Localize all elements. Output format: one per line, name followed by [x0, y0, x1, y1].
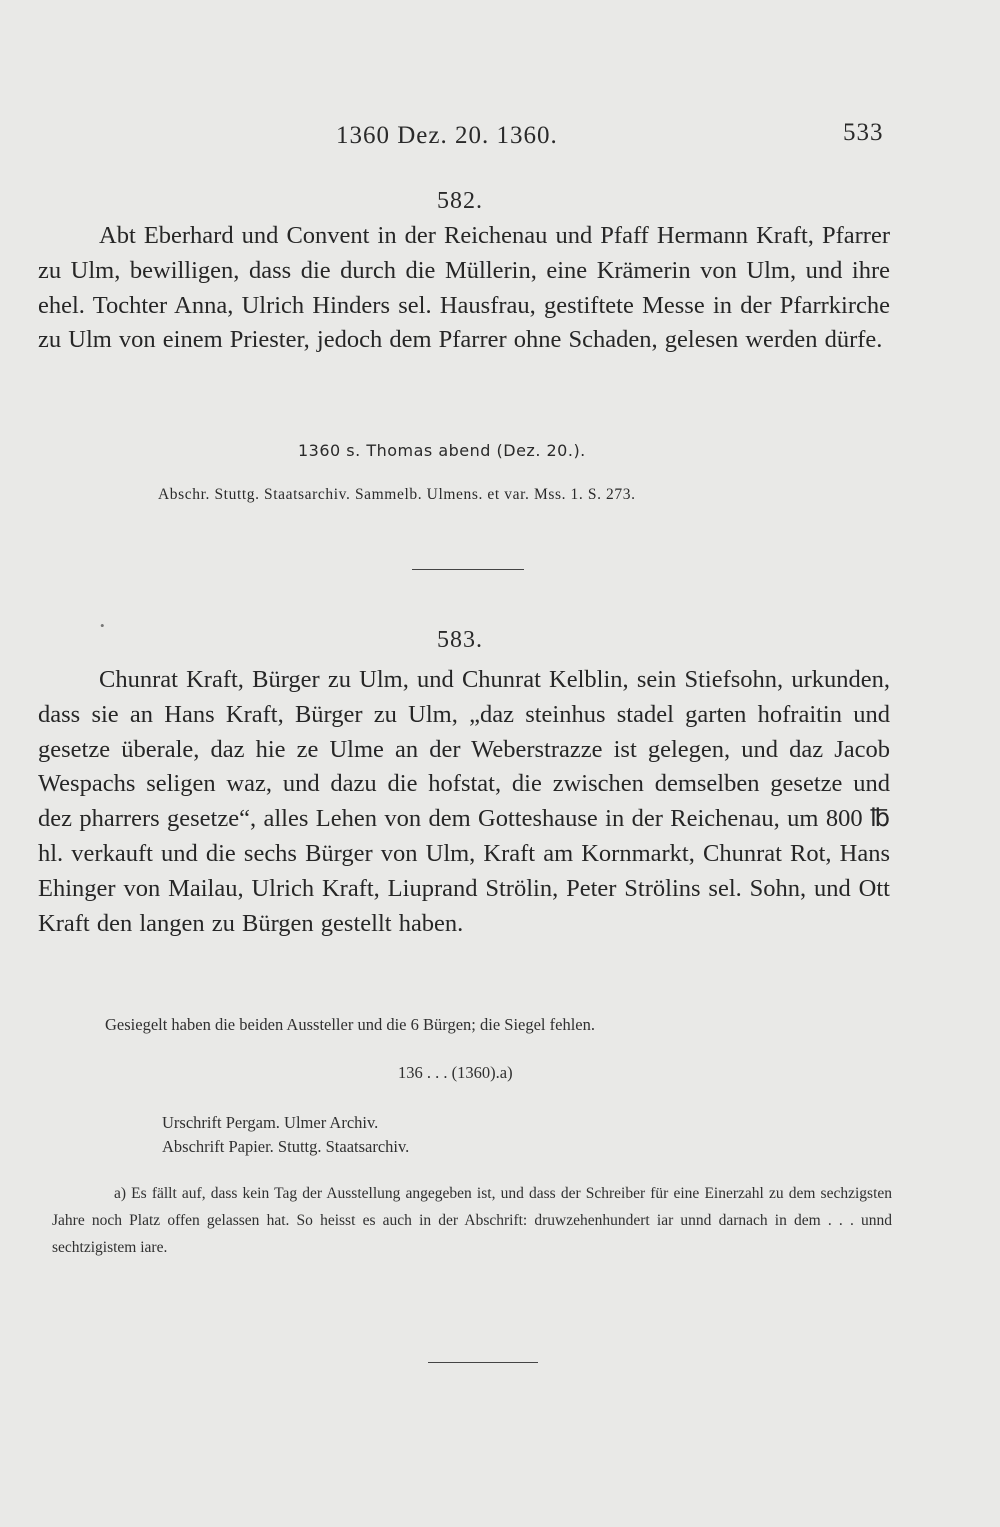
- entry-number-582: 582.: [437, 188, 483, 214]
- entry-582-text: Abt Eberhard und Convent in der Reichenau und Pfaff Hermann Kraft, Pfarrer zu Ulm, bewilligen, dass die durch die Müllerin, eine Krämerin von Ulm, und ihre ehel. Tochter Anna, Ulrich Hinders sel. Hausfrau, gestiftete Messe in der Pfarrkirche zu Ulm von einem Priester, jedoch dem Pfarrer ohne Schaden, gelesen werden dürfe.: [38, 222, 890, 354]
- entry-number-583: 583.: [437, 627, 483, 653]
- entry-583-source-1: Urschrift Pergam. Ulmer Archiv.: [162, 1113, 379, 1132]
- margin-mark: •: [100, 618, 105, 633]
- entry-583-text: Chunrat Kraft, Bürger zu Ulm, und Chunrat Kelblin, sein Stiefsohn, urkunden, dass sie an Hans Kraft, Bürger zu Ulm, „daz steinhus stadel garten hofraitin und gesetze überale, daz hie ze Ulme an der Weberstrazze ist gelegen, und daz Jacob Wespachs seligen waz, und dazu die hofstat, die zwischen demselben gesetze und dez pharrers gesetze“, alles Lehen von dem Gotteshause in der Reichenau, um 800 ℔ hl. verkauft und die sechs Bürger von Ulm, Kraft am Kornmarkt, Chunrat Rot, Hans Ehinger von Mailau, Ulrich Kraft, Liuprand Strölin, Peter Strölins sel. Sohn, und Ott Kraft den langen zu Bürgen gestellt haben.: [38, 666, 890, 937]
- entry-583-seal-note: Gesiegelt haben die beiden Aussteller und die 6 Bürgen; die Siegel fehlen.: [105, 1015, 595, 1034]
- page-number: 533: [843, 119, 884, 146]
- section-divider: [412, 569, 524, 570]
- end-divider: [428, 1362, 538, 1363]
- entry-583-source-2: Abschrift Papier. Stuttg. Staatsarchiv.: [162, 1137, 410, 1156]
- footnote: a) Es fällt auf, dass kein Tag der Ausstellung angegeben ist, und dass der Schreiber für eine Einerzahl zu dem sechzigsten Jahre noch Platz offen gelassen hat. So heisst es auch in der Abschrift: druwzehenhundert iar unnd darnach in dem . . . unnd sechtzigistem iare.: [52, 1185, 892, 1256]
- entry-583-date: 136 . . . (1360).a): [398, 1063, 513, 1082]
- running-header: 1360 Dez. 20. 1360.: [336, 122, 558, 149]
- entry-582-source: Abschr. Stuttg. Staatsarchiv. Sammelb. Ulmens. et var. Mss. 1. S. 273.: [158, 486, 636, 503]
- entry-582-date: 1360 s. Thomas abend (Dez. 20.).: [298, 441, 586, 460]
